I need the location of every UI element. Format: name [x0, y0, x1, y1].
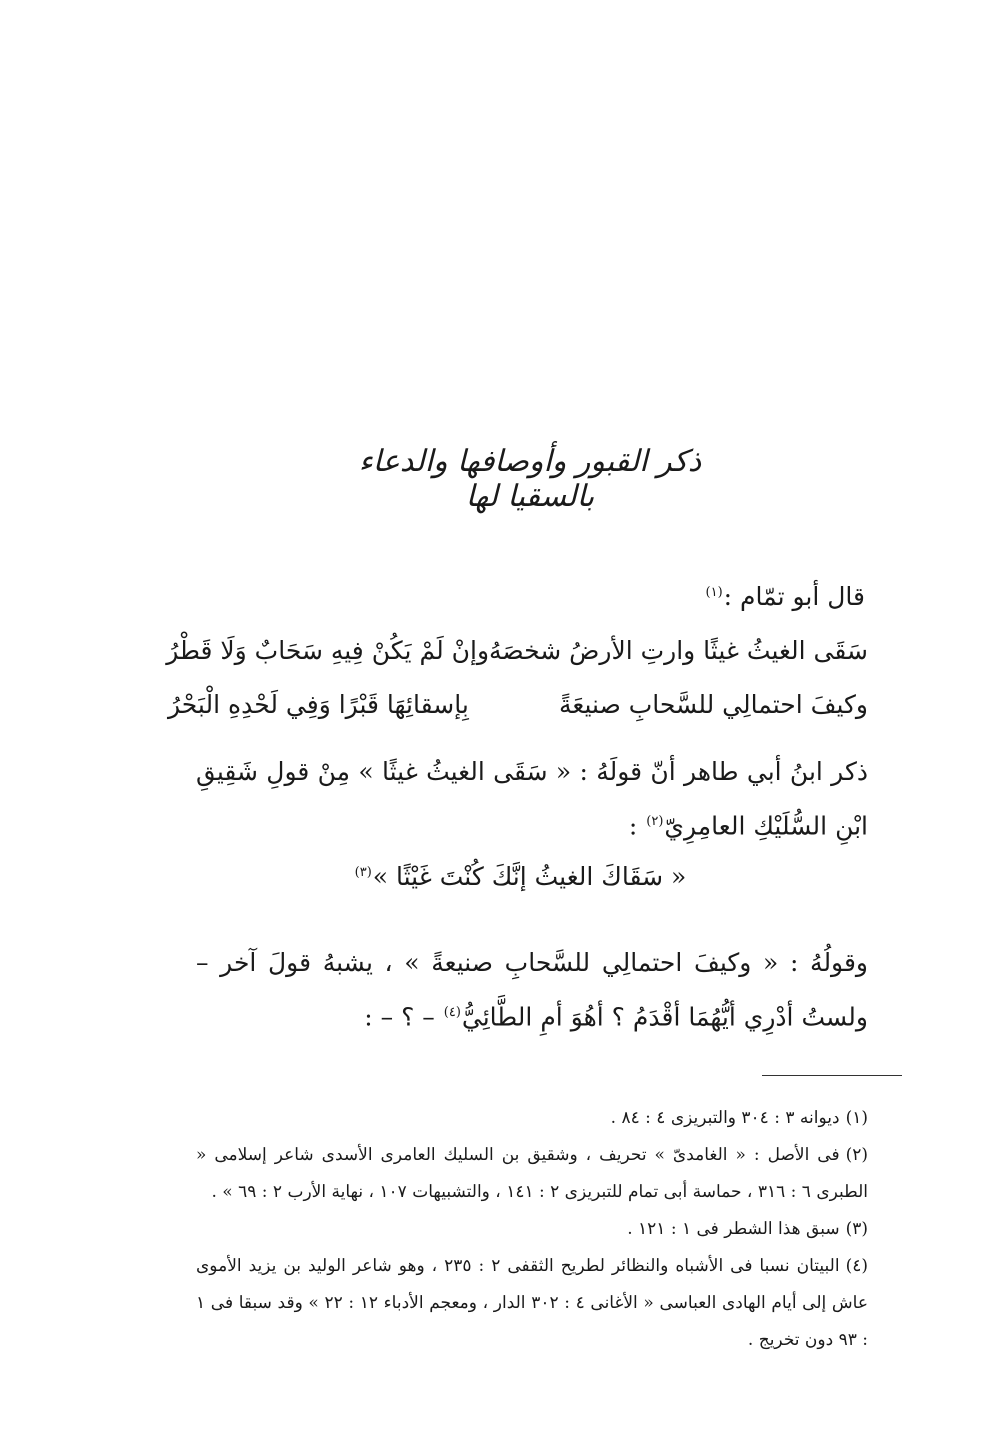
quoted-hemistich-text: « سَقَاكَ الغيثُ إنَّكَ كُنْتَ غَيْثًا »: [372, 862, 687, 891]
quoted-hemistich: [320, 862, 720, 891]
poem-intro-text: قال أبو تمّام :: [723, 582, 865, 611]
footnote-divider: [762, 1075, 902, 1076]
footnotes: [196, 1100, 868, 1359]
footnote-text: سبق هذا الشطر فى ١ : ١٢١ .: [627, 1219, 840, 1239]
verse-2-first-hemistich: وكيفَ احتمالِي للسَّحابِ صنيعَةً: [559, 690, 868, 719]
verse-1-first-hemistich: سَقَى الغيثُ غيثًا وارتِ الأرضُ شخصَهُ: [489, 636, 868, 665]
paragraph-2-text: وقولُهُ : « وكيفَ احتمالِي للسَّحابِ صنيعةً » ، يشبهُ قولَ آخر – ولستُ أدْرِي أيُّهُمَا أقْدَمُ ؟ أهُوَ أمِ الطَّائِيُّ: [196, 948, 868, 1032]
footnote-text: فى الأصل : « الغامدىّ » تحريف ، وشقيق بن السليك العامرى الأسدى شاعر إسلامى « الطبرى ٦ : ٣١٦ ، حماسة أبى تمام للتبريزى ٢ : ١٤١ ، والتشبيهات ١٠٧ ، نهاية الأرب ٢ : ٦٩ » .: [196, 1145, 868, 1202]
paragraph-1-text: ذكر ابنُ أبي طاهر أنّ قولَهُ : « سَقَى الغيثُ غيثًا » مِنْ قولِ شَقِيقِ ابْنِ السُّلَيْكِ العامِرِيّ: [196, 757, 868, 841]
footnote-ref-1: (١): [705, 584, 723, 600]
footnote-3: [196, 1211, 868, 1248]
verse-1: [168, 636, 868, 665]
footnote-ref-2: (٢): [646, 814, 664, 829]
footnote-2: [196, 1137, 868, 1211]
footnote-text: ديوانه ٣ : ٣٠٤ والتبريزى ٤ : ٨٤ .: [610, 1108, 840, 1128]
paragraph-2: [196, 938, 868, 1042]
footnote-number: (٢): [845, 1145, 868, 1165]
paragraph-2-tail: – ؟ – :: [364, 1002, 443, 1032]
paragraph-1-tail: :: [628, 811, 646, 841]
poem-intro: [705, 582, 865, 611]
footnote-number: (٣): [845, 1219, 868, 1239]
verse-1-second-hemistich: وإنْ لَمْ يَكُنْ فِيهِ سَحَابٌ وَلَا قَطْرُ: [166, 636, 490, 665]
paragraph-1: [196, 747, 868, 851]
verse-2: [168, 690, 868, 719]
chapter-heading: ذكر القبور وأوصافها والدعاء بالسقيا لها: [358, 444, 702, 514]
footnote-4: [196, 1248, 868, 1359]
footnote-ref-3: (٣): [354, 864, 372, 880]
footnote-1: [196, 1100, 868, 1137]
footnote-number: (٤): [845, 1256, 868, 1276]
verse-2-second-hemistich: بِإسقائِهَا قَبْرًا وَفِي لَحْدِهِ الْبَحْرُ: [168, 690, 469, 719]
footnote-text: البيتان نسبا فى الأشباه والنظائر لطريح الثقفى ٢ : ٢٣٥ ، وهو شاعر الوليد بن يزيد الأموى عاش إلى أيام الهادى العباسى « الأغانى ٤ : ٣٠٢ الدار ، ومعجم الأدباء ١٢ : ٢٢ » وقد سبقا فى ١ : ٩٣ دون تخريج .: [196, 1256, 868, 1350]
footnote-number: (١): [845, 1108, 868, 1128]
footnote-ref-4: (٤): [443, 1005, 461, 1020]
